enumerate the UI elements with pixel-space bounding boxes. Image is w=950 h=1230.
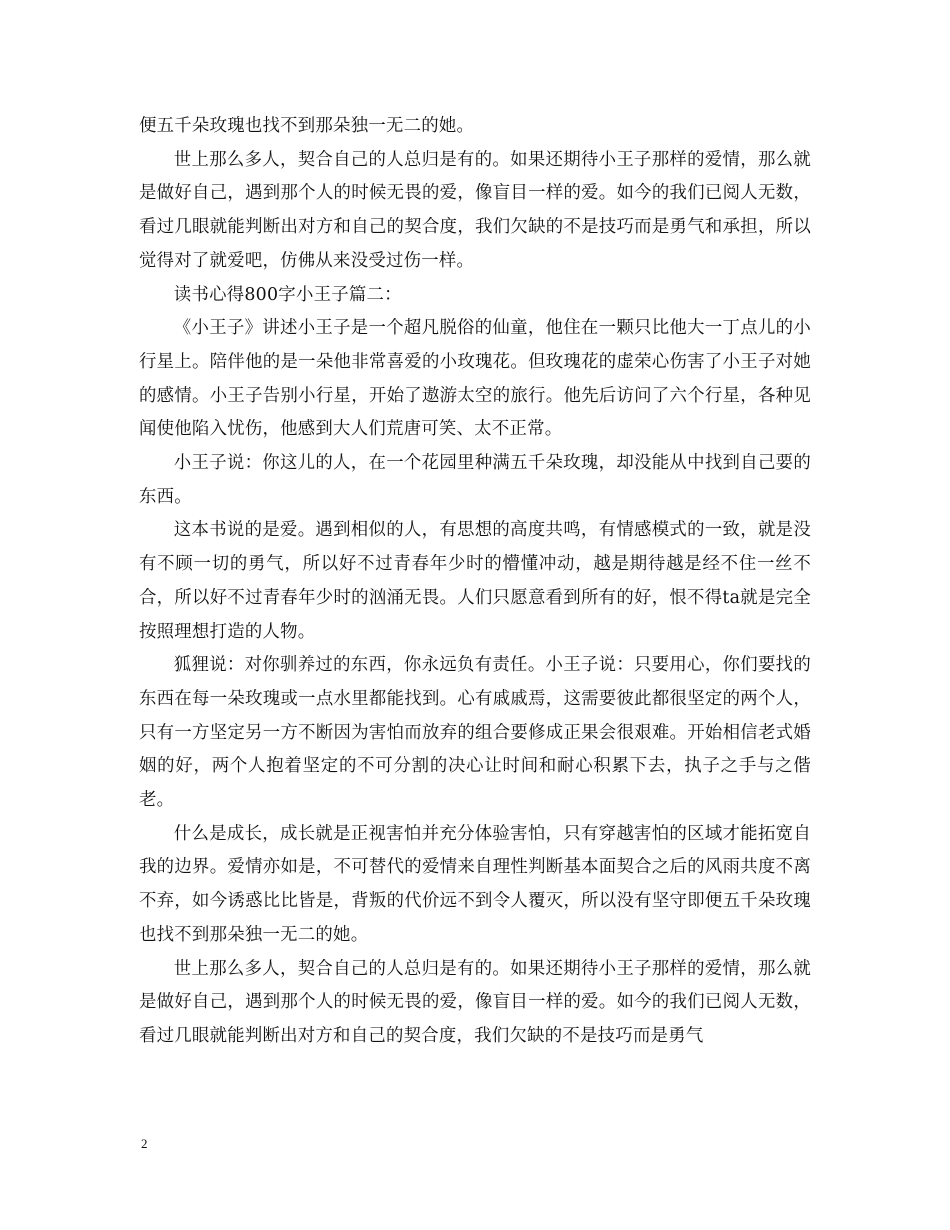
- section-heading: 读书心得800字小王子篇二：: [173, 284, 402, 305]
- paragraph: 世上那么多人，契合自己的人总归是有的。如果还期待小王子那样的爱情，那么就是做好自己，遇到那个人的时候无畏的爱，像盲目一样的爱。如今的我们已阅人无数，看过几眼就能判断出对方和自己的契合度，我们欠缺的不是技巧而是勇气和承担，所以觉得对了就爱吧，仿佛从来没受过伤一样。: [139, 149, 811, 271]
- paragraph: 狐狸说：对你驯养过的东西，你永远负有责任。小王子说：只要用心，你们要找的东西在每一朵玫瑰或一点水里都能找到。心有戚戚焉，这需要彼此都很坚定的两个人，只有一方坚定另一方不断因为害怕而放弃的组合要修成正果会很艰难。开始相信老式婚姻的好，两个人抱着坚定的不可分割的决心让时间和耐心积累下去，执子之手与之偕老。: [139, 655, 811, 811]
- paragraph: 世上那么多人，契合自己的人总归是有的。如果还期待小王子那样的爱情，那么就是做好自己，遇到那个人的时候无畏的爱，像盲目一样的爱。如今的我们已阅人无数，看过几眼就能判断出对方和自己的契合度，我们欠缺的不是技巧而是勇气: [139, 958, 811, 1046]
- paragraph: 这本书说的是爱。遇到相似的人，有思想的高度共鸣，有情感模式的一致，就是没有不顾一切的勇气，所以好不过青春年少时的懵懂冲动，越是期待越是经不住一丝不合，所以好不过青春年少时的汹涌无畏。人们只愿意看到所有的好，恨不得ta就是完全按照理想打造的人物。: [139, 520, 811, 642]
- paragraph: 便五千朵玫瑰也找不到那朵独一无二的她。: [139, 116, 475, 136]
- document-body: [139, 110, 811, 1054]
- paragraph: 《小王子》讲述小王子是一个超凡脱俗的仙童，他住在一颗只比他大一丁点儿的小行星上。陪伴他的是一朵他非常喜爱的小玫瑰花。但玫瑰花的虚荣心伤害了小王子对她的感情。小王子告别小行星，开始了遨游太空的旅行。他先后访问了六个行星，各种见闻使他陷入忧伤，他感到大人们荒唐可笑、太不正常。: [139, 318, 811, 440]
- page-number: 2: [141, 1136, 148, 1151]
- paragraph: 什么是成长，成长就是正视害怕并充分体验害怕，只有穿越害怕的区域才能拓宽自我的边界。爱情亦如是，不可替代的爱情来自理性判断基本面契合之后的风雨共度不离不弃，如今诱惑比比皆是，背叛的代价远不到令人覆灭，所以没有坚守即便五千朵玫瑰也找不到那朵独一无二的她。: [139, 823, 811, 945]
- paragraph: 小王子说：你这儿的人，在一个花园里种满五千朵玫瑰，却没能从中找到自己要的东西。: [139, 453, 811, 507]
